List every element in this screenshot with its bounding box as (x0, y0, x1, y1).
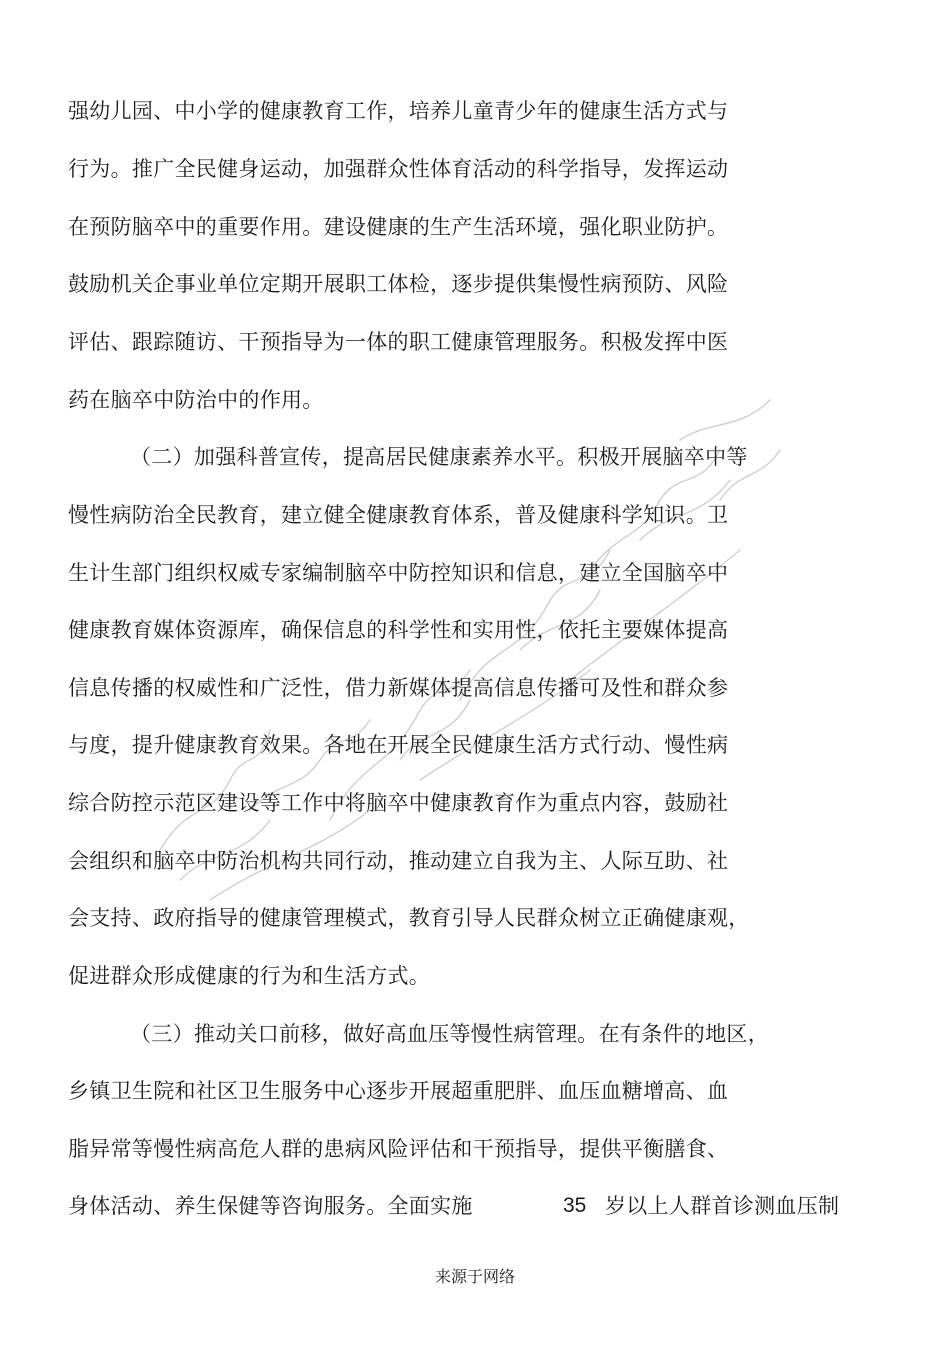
paragraph2-line-2: 慢性病防治全民教育，建立健全健康教育体系，普及健康科学知识。卫 (68, 503, 729, 527)
paragraph2-line-3: 生计生部门组织权威专家编制脑卒中防控知识和信息，建立全国脑卒中 (68, 561, 729, 585)
paragraph3-number: 35 (563, 1194, 587, 1217)
paragraph3-line-1: （三）推动关口前移，做好高血压等慢性病管理。在有条件的地区， (130, 1022, 769, 1046)
paragraph2-line-9: 会支持、政府指导的健康管理模式，教育引导人民群众树立正确健康观， (68, 906, 750, 930)
paragraph2-line-10: 促进群众形成健康的行为和生活方式。 (68, 964, 431, 988)
paragraph3-line-4: 身体活动、养生保健等咨询服务。全面实施 (68, 1194, 473, 1218)
paragraph1-line-3: 在预防脑卒中的重要作用。建设健康的生产生活环境，强化职业防护。 (68, 215, 729, 239)
paragraph1-line-6: 药在脑卒中防治中的作用。 (68, 388, 324, 412)
paragraph2-line-1: （二）加强科普宣传，提高居民健康素养水平。积极开展脑卒中等 (130, 445, 748, 469)
paragraph2-line-7: 综合防控示范区建设等工作中将脑卒中健康教育作为重点内容，鼓励社 (68, 791, 729, 815)
paragraph3-line-2: 乡镇卫生院和社区卫生服务中心逐步开展超重肥胖、血压血糖增高、血 (68, 1079, 729, 1103)
paragraph3-line-3: 脂异常等慢性病高危人群的患病风险评估和干预指导，提供平衡膳食、 (68, 1137, 729, 1161)
footer-source: 来源于网络 (434, 1267, 515, 1286)
paragraph1-line-1: 强幼儿园、中小学的健康教育工作，培养儿童青少年的健康生活方式与 (68, 99, 729, 123)
paragraph1-line-5: 评估、跟踪随访、干预指导为一体的职工健康管理服务。积极发挥中医 (68, 330, 729, 354)
paragraph2-line-6: 与度，提升健康教育效果。各地在开展全民健康生活方式行动、慢性病 (68, 733, 729, 757)
paragraph2-line-4: 健康教育媒体资源库，确保信息的科学性和实用性，依托主要媒体提高 (68, 618, 729, 642)
paragraph2-line-8: 会组织和脑卒中防治机构共同行动，推动建立自我为主、人际互助、社 (68, 849, 729, 873)
paragraph2-line-5: 信息传播的权威性和广泛性，借力新媒体提高信息传播可及性和群众参 (68, 676, 729, 700)
paragraph3-line-4-tail: 岁以上人群首诊测血压制 (605, 1194, 840, 1218)
paragraph1-line-4: 鼓励机关企事业单位定期开展职工体检，逐步提供集慢性病预防、风险 (68, 272, 729, 296)
paragraph1-line-2: 行为。推广全民健身运动，加强群众性体育活动的科学指导，发挥运动 (68, 157, 729, 181)
